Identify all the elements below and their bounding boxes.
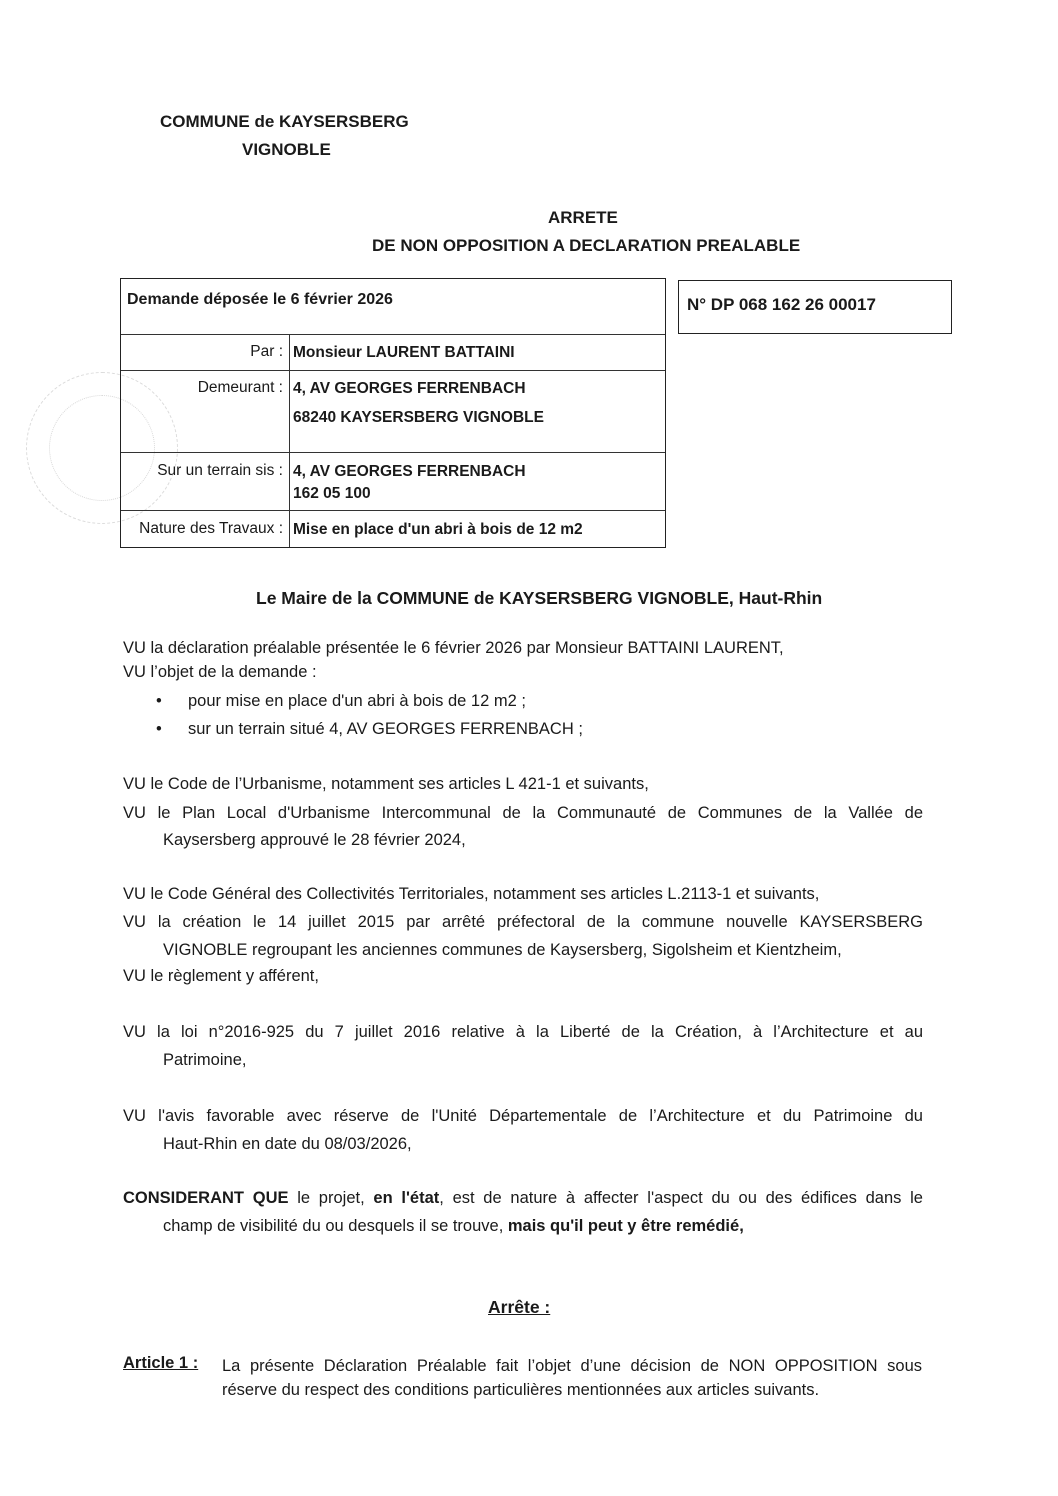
- commune-name-line2: VIGNOBLE: [242, 140, 331, 159]
- label-terrain: Sur un terrain sis :: [157, 462, 283, 479]
- vu-reglement: VU le règlement y afférent,: [123, 967, 319, 985]
- considerant-text3: champ de visibilité du ou desquels il se trouve,: [163, 1217, 508, 1235]
- request-date-heading: Demande déposée le 6 février 2026: [127, 291, 393, 308]
- bullet-icon: •: [156, 692, 162, 710]
- vu-avis-line1: VU l'avis favorable avec réserve de l'Unité Départementale de l’Architecture et du Patrimoine du: [123, 1107, 923, 1125]
- vu-loi-line1: VU la loi n°2016-925 du 7 juillet 2016 relative à la Liberté de la Création, à l’Architecture et au: [123, 1023, 923, 1041]
- considerant-que: CONSIDERANT QUE: [123, 1189, 289, 1207]
- article-1-line2: réserve du respect des conditions particulières mentionnées aux articles suivants.: [222, 1381, 820, 1399]
- considerant-line1: [123, 1186, 923, 1210]
- vu-plu-line1: VU le Plan Local d'Urbanisme Intercommunal de la Communauté de Communes de la Vallée de: [123, 804, 923, 822]
- bullet-icon: •: [156, 720, 162, 738]
- title-line2: DE NON OPPOSITION A DECLARATION PREALABLE: [372, 236, 801, 255]
- title-line1: ARRETE: [548, 208, 618, 227]
- file-number-box: [678, 280, 952, 334]
- table-row-address: [121, 370, 665, 453]
- vu-code-urbanisme: VU le Code de l’Urbanisme, notamment ses articles L 421-1 et suivants,: [123, 775, 649, 793]
- table-row-applicant: [121, 334, 665, 371]
- request-table: [120, 278, 666, 548]
- bullet-text: sur un terrain situé 4, AV GEORGES FERRENBACH ;: [188, 720, 583, 738]
- value-applicant: Monsieur LAURENT BATTAINI: [293, 344, 515, 361]
- table-row-terrain: [121, 452, 665, 511]
- vu-loi-line2: Patrimoine,: [163, 1051, 247, 1069]
- considerant-text1: le projet,: [288, 1189, 374, 1207]
- commune-name-line1: COMMUNE de KAYSERSBERG: [160, 112, 409, 131]
- considerant-text2: , est de nature à affecter l'aspect du ou des édifices dans le: [439, 1189, 923, 1207]
- file-number: N° DP 068 162 26 00017: [687, 295, 876, 314]
- article-1-text: [222, 1354, 922, 1399]
- value-terrain-address: 4, AV GEORGES FERRENBACH: [293, 463, 526, 480]
- considerant-remedie: mais qu'il peut y être remédié,: [507, 1217, 744, 1235]
- value-address-line2: 68240 KAYSERSBERG VIGNOBLE: [293, 409, 544, 426]
- vu-cgct: VU le Code Général des Collectivités Territoriales, notamment ses articles L.2113-1 et suivants,: [123, 885, 820, 903]
- arrete-heading: Arrête :: [488, 1297, 551, 1317]
- label-nature-travaux: Nature des Travaux :: [139, 520, 283, 537]
- maire-heading: Le Maire de la COMMUNE de KAYSERSBERG VIGNOBLE, Haut-Rhin: [256, 588, 823, 608]
- commune-header: [160, 108, 409, 164]
- article-1-label: Article 1 :: [123, 1354, 199, 1372]
- vu-plu-line2: Kaysersberg approuvé le 28 février 2024,: [163, 831, 466, 849]
- vu-creation-line1: VU la création le 14 juillet 2015 par arrêté préfectoral de la commune nouvelle KAYSERSBERG: [123, 913, 923, 931]
- vu-declaration: VU la déclaration préalable présentée le 6 février 2026 par Monsieur BATTAINI LAURENT,: [123, 639, 784, 657]
- value-parcel: 162 05 100: [293, 485, 371, 502]
- considerant-line2: [163, 1214, 963, 1238]
- vu-avis-line2: Haut-Rhin en date du 08/03/2026,: [163, 1135, 412, 1153]
- label-par: Par :: [250, 343, 283, 360]
- label-demeurant: Demeurant :: [197, 379, 283, 396]
- vu-creation-line2: VIGNOBLE regroupant les anciennes communes de Kaysersberg, Sigolsheim et Kientzheim,: [163, 941, 842, 959]
- table-row-works: [121, 510, 665, 548]
- bullet-text: pour mise en place d'un abri à bois de 12 m2 ;: [188, 692, 526, 710]
- value-works: Mise en place d'un abri à bois de 12 m2: [293, 521, 583, 538]
- article-1-line1: La présente Déclaration Préalable fait l’objet d’une décision de NON OPPOSITION sous: [222, 1357, 922, 1375]
- considerant-en-etat: en l'état: [373, 1189, 440, 1207]
- value-address-line1: 4, AV GEORGES FERRENBACH: [293, 380, 526, 397]
- vu-objet: VU l’objet de la demande :: [123, 663, 317, 681]
